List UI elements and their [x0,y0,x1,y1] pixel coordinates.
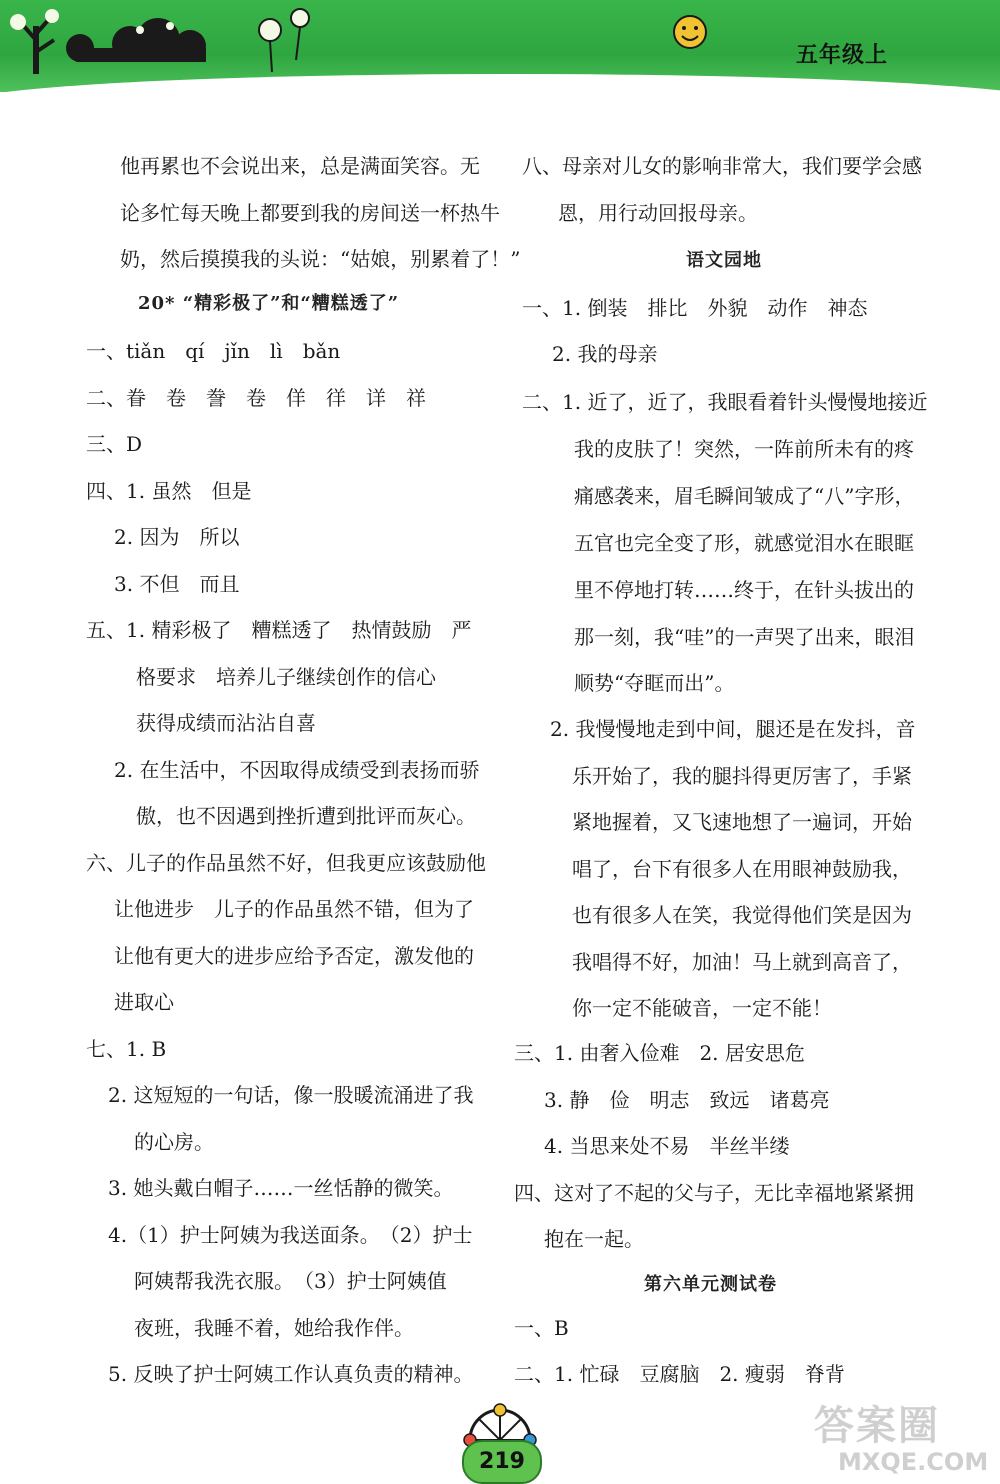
answer-line: 获得成绩而沾沾自喜 [136,711,316,735]
answer-line: 阿姨帮我洗衣服。 （3）护士阿姨值 [134,1269,447,1293]
answer-line: 2. 在生活中，不因取得成绩受到表扬而骄 [114,758,480,782]
answer-line: 3. 静 俭 明志 致远 诸葛亮 [544,1088,830,1112]
text-line: 恩，用行动回报母亲。 [558,201,758,225]
text-line: 奶，然后摸摸我的头说：“姑娘，别累着了！” [120,247,521,271]
answer-line: 也有很多人在笑，我觉得他们笑是因为 [572,903,912,927]
answer-line: 抱在一起。 [544,1227,644,1251]
answer-line: 里不停地打转……终于，在针头拔出的 [574,578,914,602]
section-title: 20* “精彩极了”和“糟糕透了” [138,293,400,314]
answer-line: 4.（1）护士阿姨为我送面条。 （2）护士 [108,1223,473,1247]
answer-line: 3. 不但 而且 [114,572,240,596]
answer-line: 三、1. 由奢入俭难 2. 居安思危 [514,1041,805,1065]
watermark-title: 答案圈 [814,1403,940,1449]
answer-line: 痛感袭来，眉毛瞬间皱成了“八”字形， [574,484,915,508]
watermark-url: MXQE.COM [838,1448,989,1476]
grade-badge: 五年级上 [796,43,889,68]
answer-line: 2. 我慢慢地走到中间，腿还是在发抖，音 [550,717,916,741]
answer-line: 你一定不能破音，一定不能！ [572,996,832,1020]
left-column [0,0,521,1400]
text-line: 他再累也不会说出来，总是满面笑容。无 [120,154,480,178]
answer-line: 夜班，我睡不着，她给我作伴。 [134,1316,414,1340]
answer-line: 进取心 [114,990,174,1014]
answer-line: 4. 当思来处不易 半丝半缕 [544,1134,790,1158]
answer-line: 四、这对了不起的父与子，无比幸福地紧紧拥 [514,1181,914,1205]
text-line: 八、母亲对儿女的影响非常大，我们要学会感 [522,154,922,178]
answer-line: 二、1. 忙碌 豆腐脑 2. 瘦弱 脊背 [514,1362,845,1386]
answer-line: 顺势“夺眶而出”。 [574,671,735,695]
answer-line: 乐开始了，我的腿抖得更厉害了，手紧 [572,764,912,788]
answer-line: 唱了，台下有很多人在用眼神鼓励我， [572,857,912,881]
page-number: 219 [462,1440,542,1484]
page-number-badge [440,1400,560,1484]
answer-line: 傲，也不因遇到挫折遭到批评而灰心。 [136,804,476,828]
answer-line: 三、D [86,432,143,456]
answer-line: 2. 因为 所以 [114,525,240,549]
answer-line: 二、1. 近了，近了，我眼看着针头慢慢地接近 [522,390,928,414]
answer-line: 五、1. 精彩极了 糟糕透了 热情鼓励 严 [86,618,472,642]
answer-line: 我的皮肤了！突然，一阵前所未有的疼 [574,437,914,461]
answer-line: 一、tiǎn qí jǐn lì bǎn [86,339,341,363]
answer-line: 二、眷 卷 誊 卷 佯 徉 详 祥 [86,386,426,410]
answer-line: 一、B [514,1316,569,1340]
answer-line: 格要求 培养儿子继续创作的信心 [136,665,436,689]
answer-line: 我唱得不好，加油！马上就到高音了， [572,950,912,974]
answer-line: 七、1. B [86,1037,167,1061]
answer-line: 2. 我的母亲 [552,342,658,366]
answer-line: 3. 她头戴白帽子……一丝恬静的微笑。 [108,1176,454,1200]
answer-line: 五官也完全变了形，就感觉泪水在眼眶 [574,531,914,555]
answer-line: 让他进步 儿子的作品虽然不错，但为了 [114,897,474,921]
answer-line: 5. 反映了护士阿姨工作认真负责的精神。 [108,1362,474,1386]
section-title: 第六单元测试卷 [644,1274,777,1295]
answer-line: 六、儿子的作品虽然不好，但我更应该鼓励他 [86,851,486,875]
answer-line: 紧地握着，又飞速地想了一遍词，开始 [572,810,912,834]
answer-line: 让他有更大的进步应给予否定，激发他的 [114,944,474,968]
answer-line: 四、1. 虽然 但是 [86,479,252,503]
section-title: 语文园地 [686,250,762,271]
answer-line: 一、1. 倒装 排比 外貌 动作 神态 [522,296,868,320]
answer-line: 2. 这短短的一句话，像一股暖流涌进了我 [108,1083,474,1107]
right-column [500,0,1000,1400]
answer-line: 那一刻，我“哇”的一声哭了出来，眼泪 [574,625,915,649]
watermark [810,1394,990,1480]
text-line: 论多忙每天晚上都要到我的房间送一杯热牛 [120,201,500,225]
answer-line: 的心房。 [134,1130,214,1154]
